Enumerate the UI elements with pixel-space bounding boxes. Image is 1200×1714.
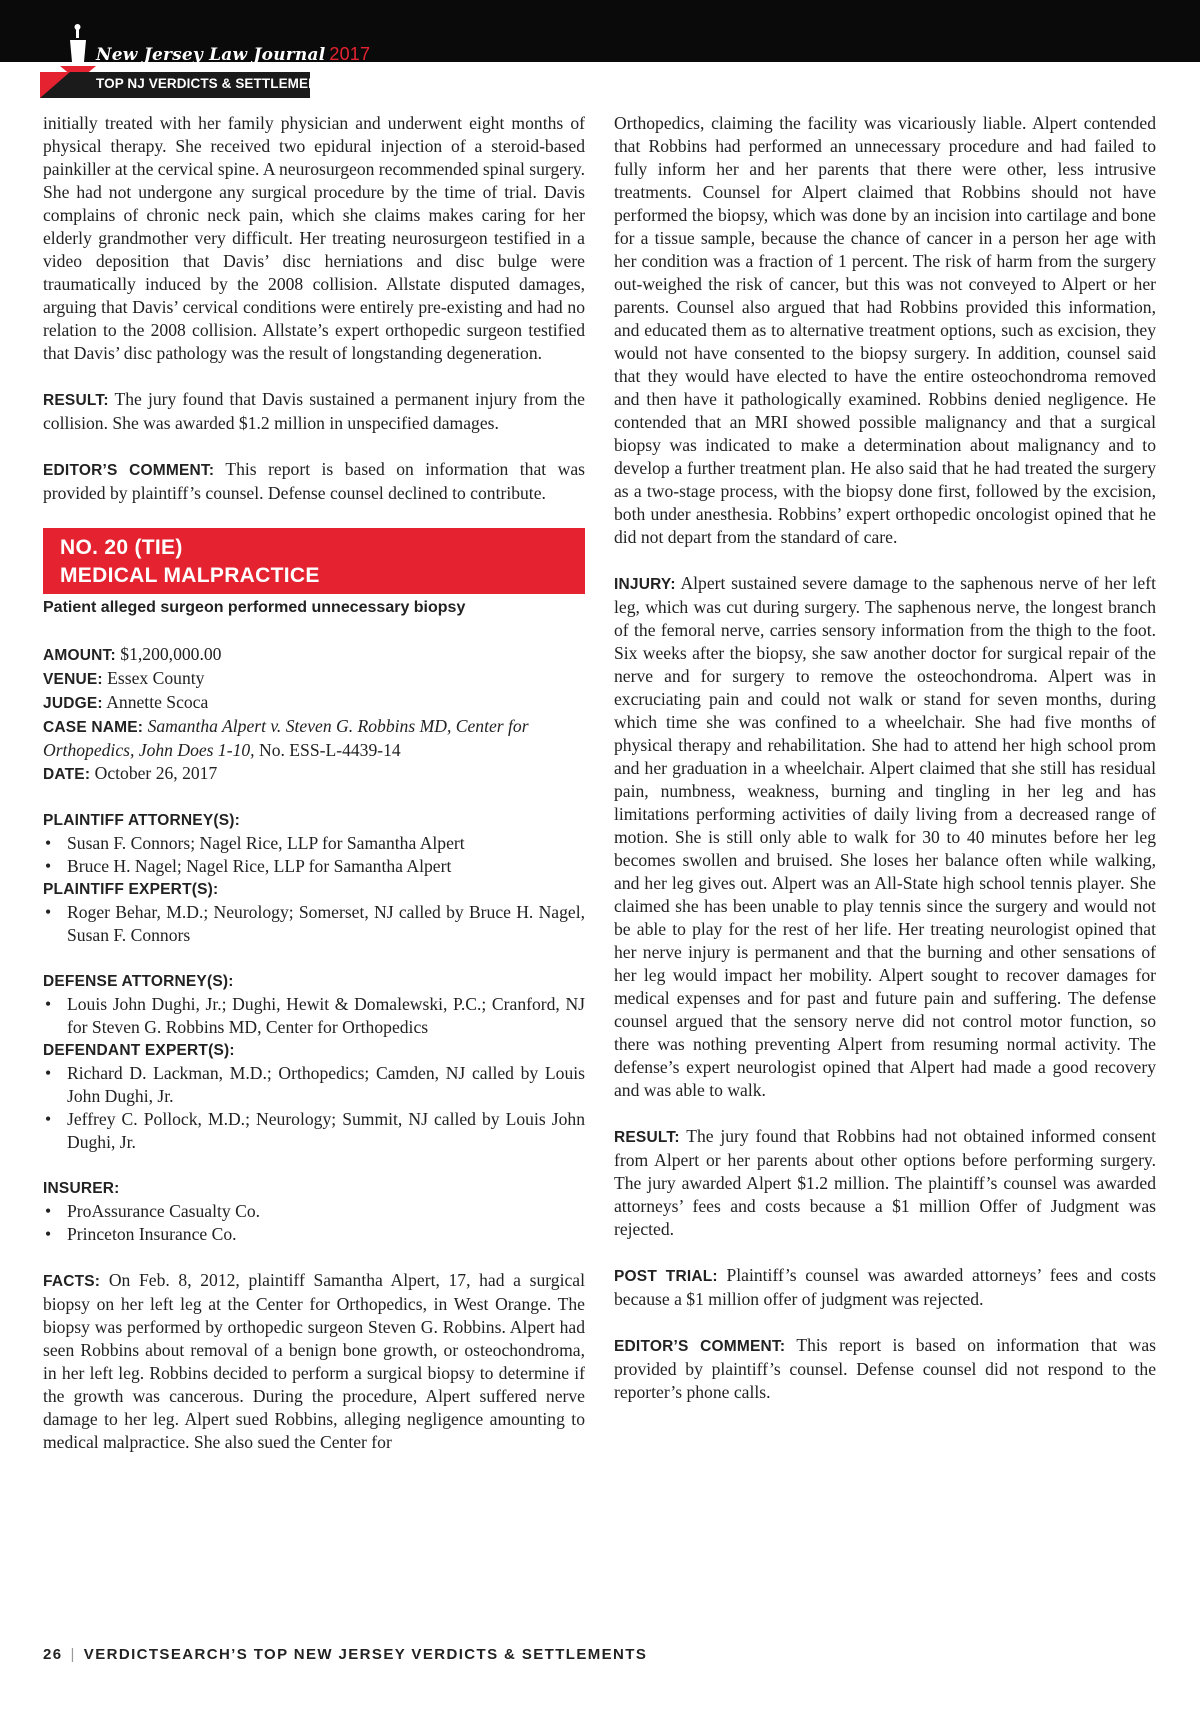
editor-comment-label: EDITOR’S COMMENT: — [614, 1338, 786, 1355]
venue-line — [43, 667, 585, 691]
section-title: TOP NJ VERDICTS & SETTLEMENTS — [96, 76, 336, 91]
list-item: • ProAssurance Casualty Co. — [43, 1200, 585, 1223]
facts-continued-paragraph: Orthopedics, claiming the facility was vicariously liable. Alpert contended that Robbins had performed an unnecessary procedure and had failed to fully inform her and her parents that there were other, less intrusive treatments. Counsel for Alpert claimed that Robbins should not have performed the biopsy, which was done by an incision into cartilage and bone for a tissue sample, because the chance of cancer in a person her age with her condition was a fraction of 1 percent. The risk of harm from the surgery out-weighed the risk of cancer, but this was not conveyed to Alpert or her parents. Counsel also argued that had Robbins provided this information, and educated them as to alternative treatment options, such as excision, they would not have consented to the biopsy surgery. In addition, counsel said that they would have elected to have the entire osteochondroma removed and then have it pathologically examined. Robbins denied negligence. He contended that an MRI showed possible malignancy and that a surgical biopsy was indicated to make a determination about malignancy and to develop a further treatment plan. He also said that he had treated the surgery as a two-stage process, with the biopsy done first, followed by the excision, both under anesthesia. Robbins’ expert orthopedic oncologist opined that he did not depart from the standard of care. — [614, 113, 1156, 547]
case-banner — [43, 528, 585, 594]
editor-comment-text: This report is based on information that was provided by plaintiff’s counsel. Defense counsel declined to contribute. — [43, 459, 585, 503]
editor-comment-paragraph — [614, 1334, 1156, 1404]
case-name-label: CASE NAME: — [43, 719, 144, 736]
defense-attorneys-label: DEFENSE ATTORNEY(S): — [43, 973, 234, 990]
judge-value: Annette Scoca — [106, 692, 209, 712]
date-label: DATE: — [43, 766, 91, 783]
injury-label: INJURY: — [614, 576, 676, 593]
result-paragraph — [43, 388, 585, 435]
list-item: • Princeton Insurance Co. — [43, 1223, 585, 1246]
post-trial-label: POST TRIAL: — [614, 1268, 718, 1285]
footer-divider: | — [70, 1646, 76, 1663]
case-subtitle: Patient alleged surgeon performed unnecessary biopsy — [43, 599, 466, 616]
defense-attorneys-list — [43, 993, 585, 1039]
judge-line — [43, 691, 585, 715]
list-item: • Richard D. Lackman, M.D.; Orthopedics; Camden, NJ called by Louis John Dughi, Jr. — [43, 1062, 585, 1108]
venue-value: Essex County — [107, 668, 205, 688]
footer-title: VERDICTSEARCH’S TOP NEW JERSEY VERDICTS & SETTLEMENTS — [83, 1646, 648, 1663]
plaintiff-experts-list — [43, 901, 585, 947]
post-trial-text: Plaintiff’s counsel was awarded attorneys’ fees and costs because a $1 million offer of judgment was rejected. — [614, 1265, 1157, 1309]
page-footer — [43, 1646, 647, 1663]
amount-value: $1,200,000.00 — [120, 644, 222, 664]
plaintiff-attorneys-list — [43, 832, 585, 878]
plaintiff-attorneys-label: PLAINTIFF ATTORNEY(S): — [43, 812, 240, 829]
plaintiff-experts-label: PLAINTIFF EXPERT(S): — [43, 881, 219, 898]
list-item: • Roger Behar, M.D.; Neurology; Somerset, NJ called by Bruce H. Nagel, Susan F. Connors — [43, 901, 585, 947]
case-meta — [43, 643, 585, 786]
case-rank: NO. 20 (TIE) — [60, 536, 183, 559]
editor-comment-label: EDITOR’S COMMENT: — [43, 462, 215, 479]
date-value: October 26, 2017 — [94, 763, 218, 783]
case-category: MEDICAL MALPRACTICE — [60, 564, 320, 587]
insurer-list — [43, 1200, 585, 1246]
left-column — [43, 112, 585, 1454]
venue-label: VENUE: — [43, 671, 103, 688]
statue-of-liberty-icon — [60, 22, 100, 76]
defendant-experts-label: DEFENDANT EXPERT(S): — [43, 1042, 235, 1059]
result-text: The jury found that Davis sustained a permanent injury from the collision. She was awarded $1.2 million in unspecified damages. — [43, 389, 585, 433]
post-trial-paragraph — [614, 1264, 1156, 1311]
amount-label: AMOUNT: — [43, 647, 116, 664]
facts-paragraph — [43, 1269, 585, 1454]
page-number: 26 — [43, 1646, 63, 1663]
section-tab-accent — [40, 72, 70, 98]
continued-paragraph: initially treated with her family physician and underwent eight months of physical therapy. She received two epidural injection of a steroid-based painkiller at the cervical spine. A neurosurgeon recommended spinal surgery. She had not undergone any surgical procedure by the time of trial. Davis complains of chronic neck pain, which she claims makes caring for her elderly grandmother very difficult. Her treating neurosurgeon testified in a video deposition that Davis’ disc herniations and disc bulge were traumatically induced by the 2008 collision. Allstate disputed damages, arguing that Davis’ cervical conditions were entirely pre-existing and had no relation to the 2008 collision. Allstate’s expert orthopedic surgeon testified that Davis’ disc pathology was the result of longstanding degeneration. — [43, 113, 585, 363]
facts-text: On Feb. 8, 2012, plaintiff Samantha Alpert, 17, had a surgical biopsy on her left leg at the Center for Orthopedics, in West Orange. The biopsy was performed by orthopedic surgeon Steven G. Robbins. Alpert had seen Robbins about removal of a benign bone growth, or osteochondroma, in her left leg. Robbins decided to perform a surgical biopsy to determine if the growth was cancerous. During the procedure, Alpert suffered nerve damage to her leg. Alpert sued Robbins, alleging negligence amounting to medical malpractice. She also sued the Center for — [43, 1270, 586, 1452]
amount-line — [43, 643, 585, 667]
judge-label: JUDGE: — [43, 695, 103, 712]
editor-comment-text: This report is based on information that was provided by plaintiff’s counsel. Defense counsel did not respond to the reporter’s phone calls. — [614, 1335, 1156, 1402]
masthead-title: New Jersey Law Journal — [96, 45, 326, 65]
injury-text: Alpert sustained severe damage to the saphenous nerve of her left leg, which was cut during surgery. The saphenous nerve, the longest branch of the femoral nerve, carries sensory information from the thigh to the foot. Six weeks after the biopsy, she saw another doctor for surgical repair of the nerve and for surgery to remove the osteochondroma. Alpert was in excruciating pain and could not walk or stand for seven months, during which time she was confined to a wheelchair. She had five months of physical therapy and rehabilitation. She had to attend her high school prom and her graduation in a wheelchair. Alpert claimed that she still has residual pain, numbness, weakness, burning and tingling in her leg and has limitations performing activities of daily living from a decreased range of motion. She is still only able to walk for 30 to 40 minutes before her leg becomes swollen and bruised. She loses her balance often while walking, and her leg gives out. Alpert was an All-State high school tennis player. She claimed she has been unable to play tennis since the surgery and would not be able to play for the rest of her life. Her treating neurologist opined that her nerve injury is permanent and that the burning and other sensations of her leg would impact her mobility. Alpert sought to recover damages for medical expenses and for past and future pain and suffering. The defense counsel argued that the sensory nerve did not control motor function, so there was nothing preventing Alpert from resuming normal activity. The defense’s expert neurologist opined that Alpert had made a good recovery and was able to walk. — [614, 573, 1156, 1100]
case-name-line — [43, 715, 585, 762]
list-item: • Bruce H. Nagel; Nagel Rice, LLP for Samantha Alpert — [43, 855, 585, 878]
right-column — [614, 112, 1156, 1404]
list-item: • Jeffrey C. Pollock, M.D.; Neurology; Summit, NJ called by Louis John Dughi, Jr. — [43, 1108, 585, 1154]
masthead-year: 2017 — [329, 44, 371, 64]
result-label: RESULT: — [614, 1129, 680, 1146]
masthead — [96, 44, 370, 65]
result-paragraph — [614, 1125, 1156, 1241]
list-item: • Susan F. Connors; Nagel Rice, LLP for Samantha Alpert — [43, 832, 585, 855]
list-item: • Louis John Dughi, Jr.; Dughi, Hewit & Domalewski, P.C.; Cranford, NJ for Steven G. Robbins MD, Center for Orthopedics — [43, 993, 585, 1039]
defendant-experts-list — [43, 1062, 585, 1154]
result-text: The jury found that Robbins had not obtained informed consent from Alpert or her parents about other options before performing surgery. The jury awarded Alpert $1.2 million. The plaintiff’s counsel was awarded attorneys’ fees and costs because a $1 million Offer of Judgment was rejected. — [614, 1126, 1156, 1239]
case-name-value: Samantha Alpert v. Steven G. Robbins MD, Center for Orthopedics, John Does 1-10, — [43, 716, 529, 760]
injury-paragraph — [614, 572, 1156, 1102]
case-number: No. ESS-L-4439-14 — [259, 740, 401, 760]
date-line — [43, 762, 585, 786]
result-label: RESULT: — [43, 392, 109, 409]
insurer-label: INSURER: — [43, 1180, 120, 1197]
facts-label: FACTS: — [43, 1273, 101, 1290]
editor-comment-paragraph — [43, 458, 585, 505]
